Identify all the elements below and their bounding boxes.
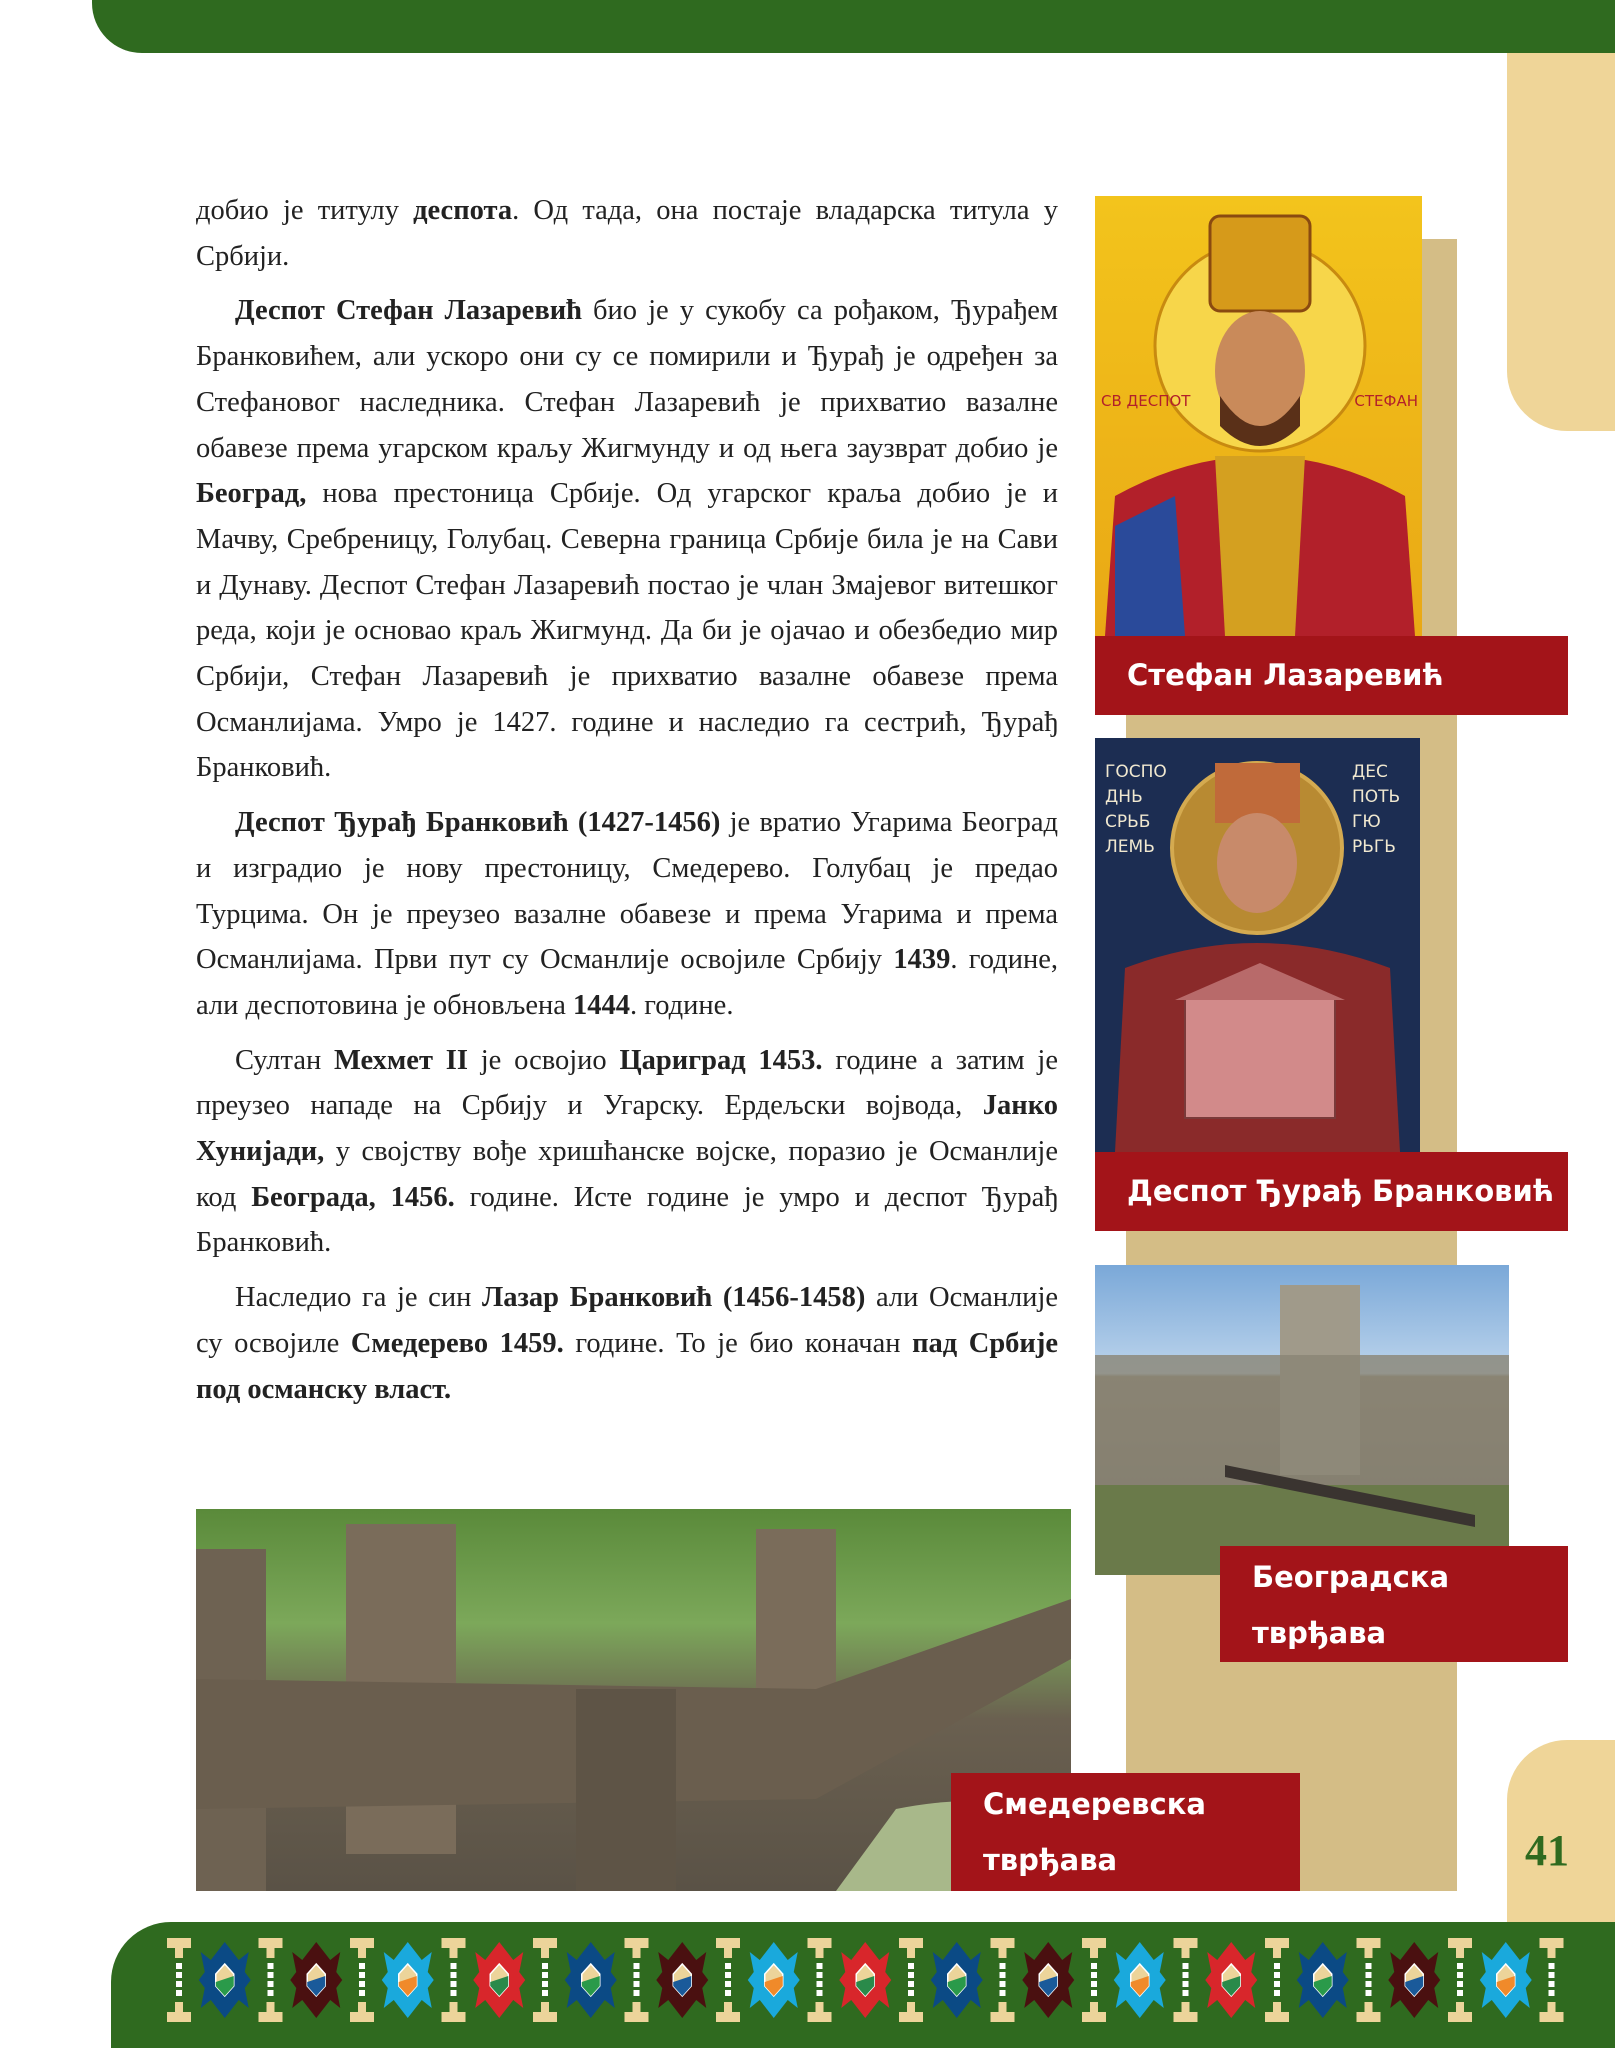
dot [542,1963,548,1969]
dot [268,1972,274,1978]
bold-term: Лазар Бранковић (1456-1458) [481,1282,866,1314]
dot [725,1972,731,1978]
caption-smederevo-fortress [951,1773,1300,1891]
text-run: . године, али деспотовина је обновљена [196,944,1058,1021]
dot [268,1981,274,1987]
pillar-icon [1357,1938,1381,2022]
folk-pattern [111,1922,1615,2048]
pillar-icon [533,1938,557,2022]
dot [1366,1990,1372,1996]
dot [1274,1972,1280,1978]
dot [1274,1990,1280,1996]
dot [359,1981,365,1987]
text-run: године. Исте године је умро и деспот Ђурађ Бранковић. [196,1181,1058,1259]
bold-term: Јанко Хунијади, [196,1090,1058,1168]
text-run: био је у сукобу са рођаком, Ђурађем Бранковићем, али ускоро они су се помирили и Ђурађ је одређен за Стефановог наследника. Стефан Лазаревић је прихватио вазалне обавезе према угарском краљу Жигмунду и од њега заузврат добио је [196,295,1058,464]
dot [359,1990,365,1996]
dot [908,1972,914,1978]
dot [634,1981,640,1987]
dot [725,1981,731,1987]
paragraph [196,188,1058,279]
text-run: Наследио га је син [235,1282,482,1314]
fortress-illustration [196,1509,1071,1891]
bold-term: Београд, [196,478,307,510]
pillar-icon [716,1938,740,2022]
icon-inscription-right: СТЕФАН [1354,392,1418,410]
dot [359,1963,365,1969]
caption-belgrade-fortress [1220,1546,1568,1662]
text-run: у својству вође хришћанске војске, поразио је Османлије код [196,1136,1058,1213]
caption-line: Смедеревска [983,1787,1206,1821]
dot [1457,1981,1463,1987]
dot [817,1972,823,1978]
text-run: . Од тада, она постаје владарска титула у Србији. [196,195,1058,272]
dot [268,1963,274,1969]
caption-stefan-lazarevic [1095,636,1568,715]
bold-term: пад Србије под османску власт. [196,1327,1058,1405]
icon-illustration [1095,196,1422,636]
pillar-icon [991,1938,1015,2022]
dot [817,1990,823,1996]
dot [1549,1963,1555,1969]
dot [542,1981,548,1987]
text-run: али Османлије су освојиле [196,1282,1059,1359]
dot [451,1972,457,1978]
bold-term: Смедерево 1459. [350,1327,564,1359]
dot [1549,1990,1555,1996]
dot [176,1972,182,1978]
dot [1183,1963,1189,1969]
caption-text: Деспот Ђурађ Бранковић [1127,1174,1555,1208]
dot [176,1981,182,1987]
dot [1366,1981,1372,1987]
pillar-icon [442,1938,466,2022]
dot [634,1972,640,1978]
dot [1457,1990,1463,1996]
paragraph [196,800,1058,1029]
dot [725,1990,731,1996]
text-run: је вратио Угарима Београд и изградио је нову престоницу, Смедерево. Голубац је предао Турцима. Он је преузео вазалне обавезе и према Угарима и према Османлијама. Први пут су Османлије освојиле Србију [196,807,1058,976]
paragraph [196,1038,1058,1267]
text-run: је освојио [467,1044,620,1076]
dot [1000,1990,1006,1996]
header-bar [92,0,1615,53]
pillar-icon [625,1938,649,2022]
dot [1457,1963,1463,1969]
caption-text: Стефан Лазаревић [1127,658,1444,692]
dot [1091,1981,1097,1987]
dot [1000,1972,1006,1978]
paragraph [196,1275,1058,1412]
dot [1091,1990,1097,1996]
fresco-inscription-right: ДЕС ПОТЬ ГЮ РЬГЬ [1352,762,1401,857]
pillar-icon [1082,1938,1106,2022]
dot [908,1990,914,1996]
bold-term: 1444 [573,989,630,1021]
bold-term: 1439 [893,944,951,976]
text-run: године а затим је преузео нападе на Србију и Угарску. Ердељски војвода, [196,1044,1058,1122]
dot [908,1963,914,1969]
dot [817,1963,823,1969]
body-text [196,188,1058,1421]
pillar-icon [259,1938,283,2022]
dot [1183,1981,1189,1987]
smederevo-fortress-photo [196,1509,1071,1891]
pillar-icon [350,1938,374,2022]
dot [1091,1963,1097,1969]
dot [817,1981,823,1987]
dot [451,1963,457,1969]
dot [542,1972,548,1978]
caption-djuradj-brankovic [1095,1152,1568,1231]
dot [542,1990,548,1996]
text-run: нова престоница Србије. Од угарског краља добио је и Мачву, Сребреницу, Голубац. Северна граница Србије била је на Сави и Дунаву. Деспот Стефан Лазаревић постао је члан Змајевог витешког реда, који је основао краљ Жигмунд. Да би је ојачао и обезбедио мир Србији, Стефан Лазаревић је прихватио вазалне обавезе према Османлијама. Умро је 1427. године и наследио га сестрић, Ђурађ Бранковић. [196,478,1058,784]
text-run: . године. [630,989,734,1021]
pillar-icon [808,1938,832,2022]
pillar-icon [1265,1938,1289,2022]
dot [359,1972,365,1978]
dot [176,1990,182,1996]
pillar-icon [1174,1938,1198,2022]
dot [1457,1972,1463,1978]
caption-line: Београдска [1252,1560,1450,1594]
dot [268,1990,274,1996]
text-run: добио је титулу [196,195,414,226]
dot [1183,1972,1189,1978]
dot [908,1981,914,1987]
djuradj-brankovic-fresco-image [1095,738,1420,1152]
bold-term: деспота [413,195,513,226]
caption-line: тврђава [1252,1616,1387,1650]
bold-term: Деспот Ђурађ Бранковић (1427-1456) [235,807,721,839]
dot [176,1963,182,1969]
dot [1000,1963,1006,1969]
dot [1000,1981,1006,1987]
side-tab [1507,53,1615,431]
bold-term: Деспот Стефан Лазаревић [235,295,582,327]
stefan-lazarevic-icon-image [1095,196,1422,636]
dot [451,1990,457,1996]
fortress-illustration [1095,1265,1509,1575]
pillar-icon [1448,1938,1472,2022]
icon-inscription-left: СВ ДЕСПОТ [1101,392,1191,410]
bold-term: Цариград 1453. [619,1044,823,1076]
paragraph [196,288,1058,791]
dot [634,1990,640,1996]
text-run: Султан [235,1044,335,1076]
dot [451,1981,457,1987]
dot [634,1963,640,1969]
dot [1366,1972,1372,1978]
dot [1549,1981,1555,1987]
bold-term: Мехмет II [334,1044,468,1076]
text-run: године. То је био коначан [563,1327,913,1359]
pillar-icon [899,1938,923,2022]
page-number: 41 [1525,1826,1569,1875]
belgrade-fortress-photo [1095,1265,1509,1575]
dot [1274,1981,1280,1987]
dot [725,1963,731,1969]
pillar-icon [1540,1938,1564,2022]
dot [1091,1972,1097,1978]
dot [1183,1990,1189,1996]
pillar-icon [167,1938,191,2022]
caption-line: тврђава [983,1843,1118,1877]
dot [1366,1963,1372,1969]
fresco-inscription-left: ГОСПО ДНЬ СРЬБ ЛЕМЬ [1105,762,1167,857]
dot [1274,1963,1280,1969]
bold-term: Београда, 1456. [251,1181,455,1213]
dot [1549,1972,1555,1978]
footer-ornament-band [111,1922,1615,2048]
